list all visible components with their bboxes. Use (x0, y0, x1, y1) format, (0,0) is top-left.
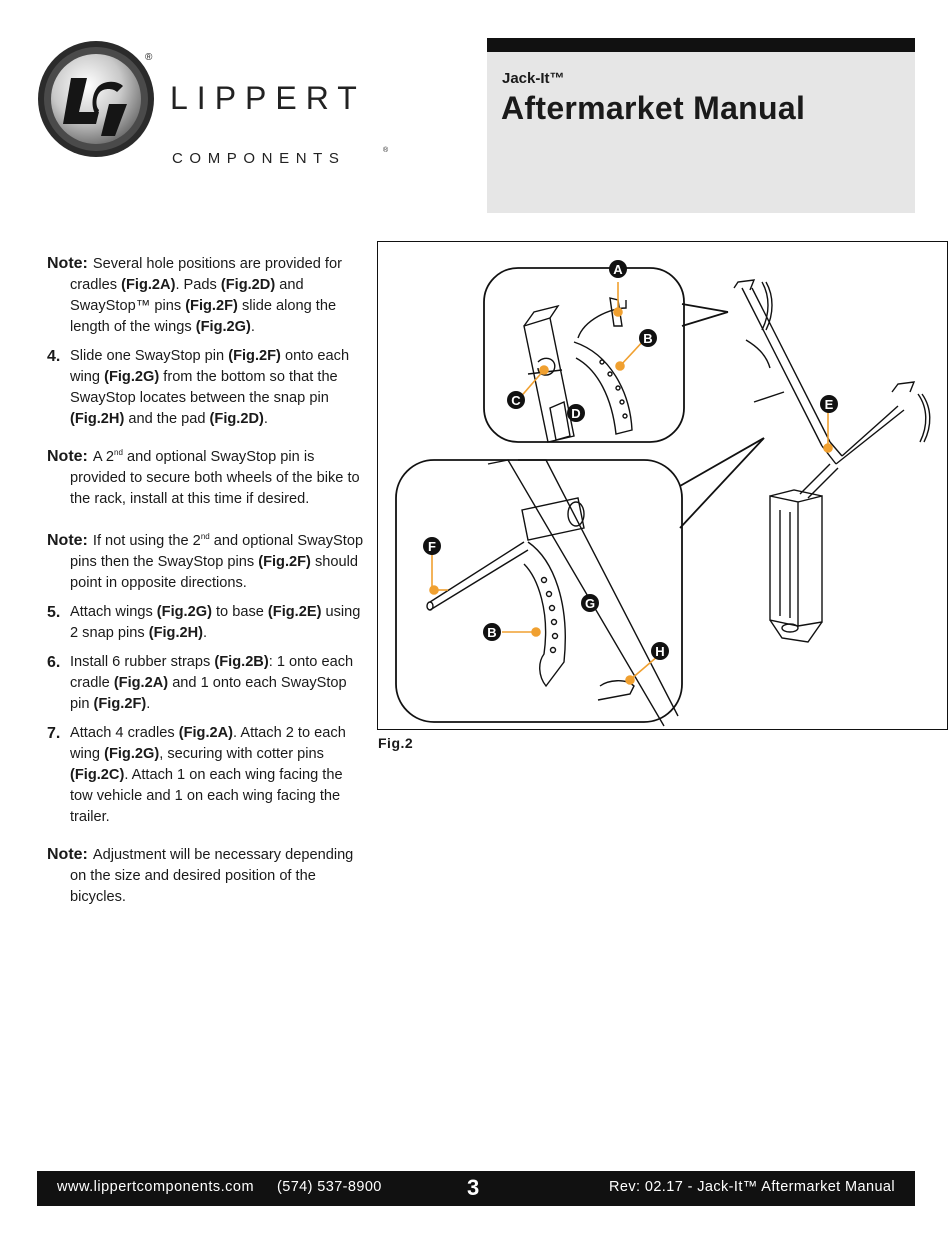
fig-ref: (Fig.2B) (214, 653, 269, 670)
text: . Attach 1 on each wing facing the tow vehicle and 1 on each wing facing the trailer. (70, 766, 343, 825)
callout-label: C (511, 393, 521, 408)
text: , securing with cotter pins (159, 745, 324, 762)
text: should point in opposite directions. (70, 553, 358, 591)
superscript: nd (200, 531, 210, 541)
brand-subtitle: COMPONENTS (172, 150, 346, 167)
step-number: 4. (47, 347, 61, 365)
text: and optional SwayStop pin is provided to secure both wheels of the bike to the rack, install at this time if desired. (70, 448, 360, 507)
text: . (263, 410, 268, 427)
bike-rack-illustration (378, 242, 946, 728)
text: and 1 onto each SwayStop pin (70, 674, 347, 712)
page-number: 3 (467, 1175, 480, 1200)
step-number: 7. (47, 724, 61, 742)
text: . (250, 318, 255, 335)
callout-label: E (824, 397, 834, 412)
fig-ref: (Fig.2G) (195, 318, 251, 335)
fig-ref: (Fig.2F) (185, 297, 238, 314)
callout-a (609, 260, 627, 278)
note-label: Note: (47, 531, 88, 549)
step-number: 6. (47, 653, 61, 671)
note-optional-swaystop (47, 446, 367, 510)
callout-b-bottom (483, 623, 501, 641)
text: Adjustment will be necessary depending on the size and desired position of the bicycles. (70, 846, 354, 905)
callout-g (581, 594, 599, 612)
fig-ref: (Fig.2G) (104, 745, 160, 762)
callout-label: H (655, 644, 665, 659)
fig-ref: (Fig.2A) (178, 724, 234, 741)
text: Install 6 rubber straps (70, 653, 215, 670)
footer-revision: Rev: 02.17 - Jack-It™ Aftermarket Manual (609, 1179, 895, 1195)
manual-title: Aftermarket Manual (501, 90, 806, 126)
footer-phone: (574) 537-8900 (277, 1179, 382, 1195)
callout-e (820, 395, 838, 413)
step-number: 5. (47, 603, 61, 621)
fig-ref: (Fig.2A) (121, 276, 176, 293)
fig-ref: (Fig.2F) (258, 553, 311, 570)
step-5 (47, 602, 367, 644)
callout-label: B (487, 625, 497, 640)
text: and optional SwayStop pins then the SwayStop pins (70, 532, 364, 570)
text: and SwayStop™ pins (70, 276, 304, 314)
text: onto each wing (70, 347, 350, 385)
step-7 (47, 723, 367, 828)
note-swaystop-direction (47, 530, 367, 594)
note-adjustment (47, 844, 367, 908)
text: : 1 onto each cradle (70, 653, 354, 691)
lci-logo-mark (37, 40, 155, 158)
footer-website: www.lippertcomponents.com (57, 1179, 255, 1195)
fig-ref: (Fig.2F) (228, 347, 281, 364)
text: using 2 snap pins (70, 603, 361, 641)
step-4 (47, 346, 367, 430)
text: slide along the length of the wings (70, 297, 337, 335)
callout-d (567, 404, 585, 422)
superscript: nd (114, 447, 123, 457)
fig-ref: (Fig.2E) (267, 603, 322, 620)
text: to base (211, 603, 268, 620)
registered-mark: ® (145, 52, 153, 63)
callout-label: A (613, 262, 623, 277)
text: Several hole positions are provided for cradles (70, 255, 342, 293)
company-logo (37, 40, 397, 167)
fig-ref: (Fig.2D) (209, 410, 264, 427)
fig-ref: (Fig.2H) (148, 624, 204, 641)
note-hole-positions (47, 253, 367, 338)
note-label: Note: (47, 447, 88, 465)
callout-b-top (639, 329, 657, 347)
note-label: Note: (47, 254, 88, 272)
header-bar (487, 38, 915, 52)
header-box (487, 52, 915, 213)
fig-ref: (Fig.2F) (93, 695, 147, 712)
text: . Pads (175, 276, 221, 293)
product-name: Jack-It™ (502, 70, 565, 87)
fig-ref: (Fig.2C) (70, 766, 125, 783)
text: . Attach 2 to each wing (70, 724, 346, 762)
footer-bar (37, 1171, 915, 1206)
callout-label: D (571, 406, 581, 421)
text: . (146, 695, 151, 712)
text: A 2 (92, 448, 114, 465)
callout-label: F (428, 539, 436, 554)
text: Attach 4 cradles (70, 724, 179, 741)
note-label: Note: (47, 845, 88, 863)
fig-ref: (Fig.2D) (220, 276, 276, 293)
callout-c (507, 391, 525, 409)
figure-caption: Fig.2 (378, 735, 414, 751)
text: Attach wings (70, 603, 157, 620)
step-6 (47, 652, 367, 715)
callout-label: G (584, 596, 596, 611)
text: If not using the 2 (92, 532, 201, 549)
callout-h (651, 642, 669, 660)
callout-f (423, 537, 441, 555)
text: . (203, 624, 208, 641)
brand-name: LIPPERT (170, 80, 366, 116)
fig-ref: (Fig.2H) (70, 410, 125, 427)
text: from the bottom so that the SwayStop locates between the snap pin (70, 368, 338, 406)
registered-mark-small: ® (383, 147, 389, 154)
fig-ref: (Fig.2A) (113, 674, 169, 691)
text: Slide one SwayStop pin (70, 347, 229, 364)
text: and the pad (124, 410, 210, 427)
figure-2 (377, 241, 948, 730)
callout-label: B (643, 331, 653, 346)
instructions-column (47, 238, 367, 922)
fig-ref: (Fig.2G) (156, 603, 212, 620)
fig-ref: (Fig.2G) (104, 368, 160, 385)
